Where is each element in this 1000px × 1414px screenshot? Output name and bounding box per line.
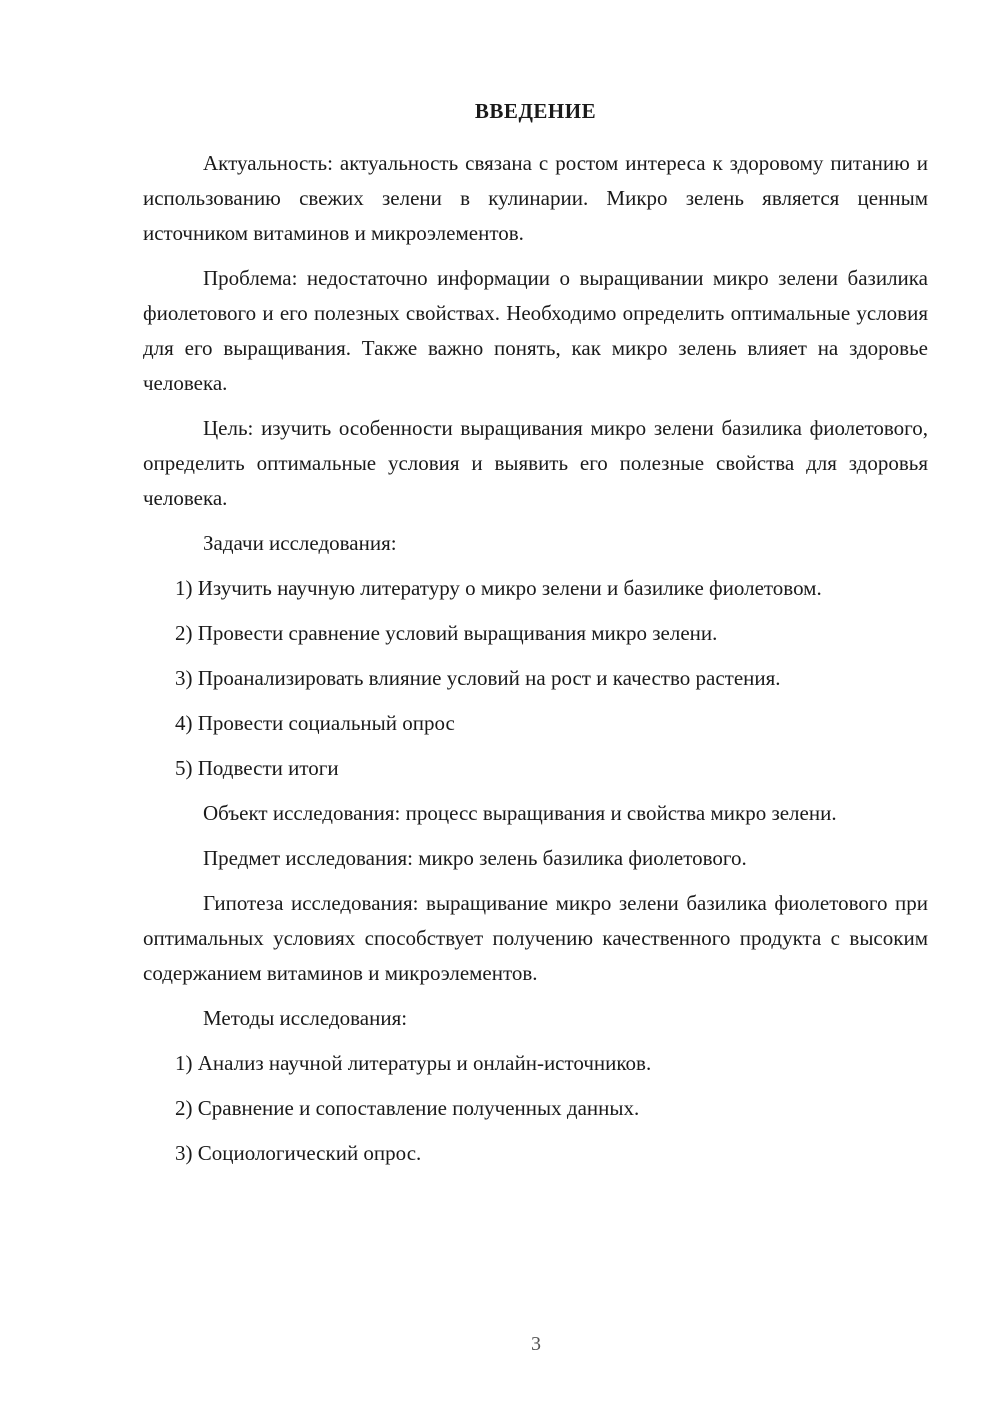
list-item: 2) Провести сравнение условий выращивания микро зелени. bbox=[175, 621, 718, 645]
methods-heading: Методы исследования: bbox=[203, 1006, 408, 1030]
list-item: 2) Сравнение и сопоставление полученных данных. bbox=[175, 1096, 640, 1120]
problem-paragraph: Проблема: недостаточно информации о выращивании микро зелени базилика фиолетового и его полезных свойствах. Необходимо определить оптимальные условия для его выращивания. Также важно понять, как микро зелень влияет на здоровье человека. bbox=[143, 266, 928, 395]
page-content bbox=[143, 96, 928, 1181]
list-item: 3) Социологический опрос. bbox=[175, 1141, 422, 1165]
goal-paragraph: Цель: изучить особенности выращивания микро зелени базилика фиолетового, определить оптимальные условия и выявить его полезные свойства для здоровья человека. bbox=[143, 416, 928, 510]
list-item: 5) Подвести итоги bbox=[175, 756, 339, 780]
list-item: 4) Провести социальный опрос bbox=[175, 711, 455, 735]
list-item: 3) Проанализировать влияние условий на рост и качество растения. bbox=[175, 666, 781, 690]
page-number: 3 bbox=[531, 1333, 541, 1355]
list-item: 1) Изучить научную литературу о микро зелени и базилике фиолетовом. bbox=[175, 576, 822, 600]
list-item: 1) Анализ научной литературы и онлайн-источников. bbox=[175, 1051, 652, 1075]
methods-list bbox=[143, 1046, 928, 1171]
relevance-paragraph: Актуальность: актуальность связана с ростом интереса к здоровому питанию и использованию свежих зелени в кулинарии. Микро зелень является ценным источником витаминов и микроэлементов. bbox=[143, 151, 928, 245]
tasks-heading: Задачи исследования: bbox=[203, 531, 397, 555]
subject-paragraph: Предмет исследования: микро зелень базилика фиолетового. bbox=[203, 846, 747, 870]
page-title: ВВЕДЕНИЕ bbox=[474, 99, 597, 123]
object-paragraph: Объект исследования: процесс выращивания и свойства микро зелени. bbox=[203, 801, 837, 825]
tasks-list bbox=[143, 571, 928, 786]
hypothesis-paragraph: Гипотеза исследования: выращивание микро зелени базилика фиолетового при оптимальных условиях способствует получению качественного продукта с высоким содержанием витаминов и микроэлементов. bbox=[143, 891, 928, 985]
